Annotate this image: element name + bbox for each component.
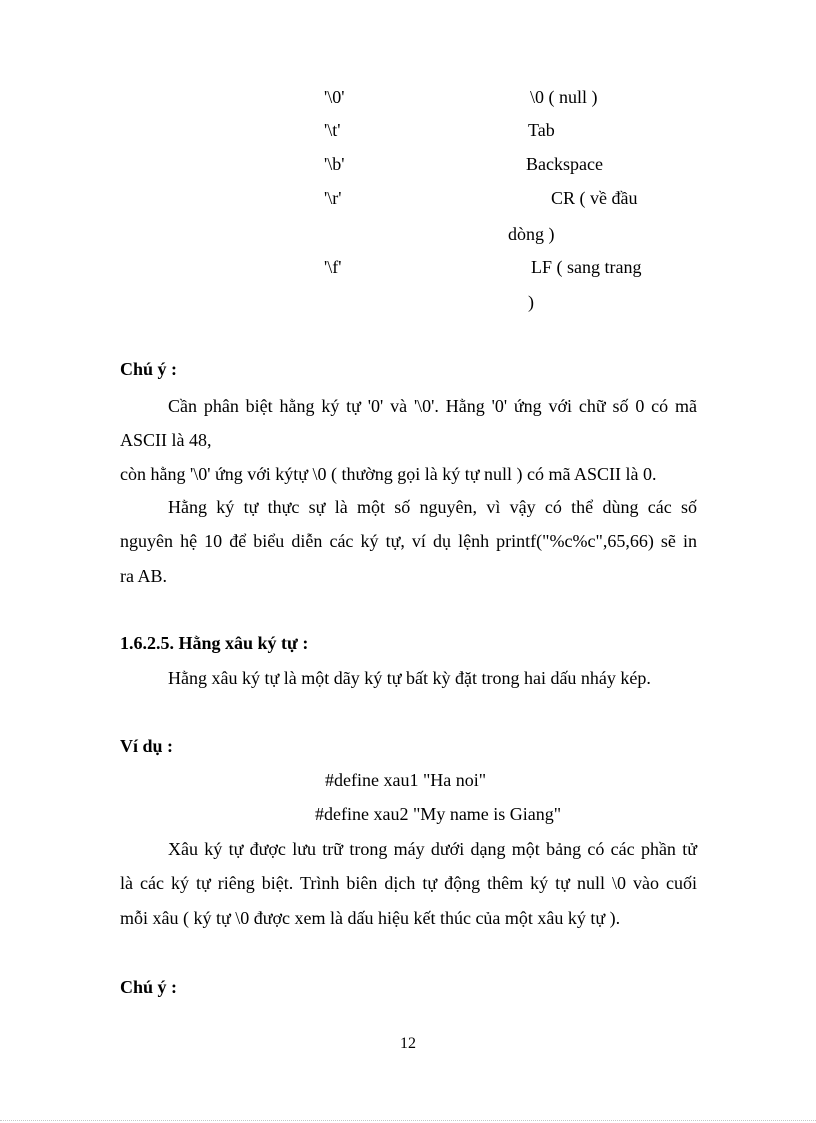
escape-meaning: CR ( về đầu [551,188,638,208]
escape-meaning: Backspace [526,154,603,174]
section-heading: 1.6.2.5. Hằng xâu ký tự : [120,633,309,653]
escape-meaning-cont: dòng ) [508,224,555,244]
paragraph-line: ra AB. [120,566,167,586]
paragraph-line: Cần phân biệt hằng ký tự '0' và '\0'. Hằng '0' ứng với chữ số 0 có mã [168,396,697,416]
escape-meaning-cont: ) [528,292,534,312]
note-heading: Chú ý : [120,977,178,997]
page-number: 12 [400,1035,416,1052]
paragraph-line: Hằng ký tự thực sự là một số nguyên, vì vậy có thể dùng các số [168,497,697,517]
paragraph-line: là các ký tự riêng biệt. Trình biên dịch tự động thêm ký tự null \0 vào cuối [120,873,697,893]
example-heading: Ví dụ : [120,736,174,756]
escape-meaning: \0 ( null ) [530,87,598,107]
escape-code: '\f' [324,257,342,277]
paragraph-line: còn hằng '\0' ứng với kýtự \0 ( thường gọi là ký tự null ) có mã ASCII là 0. [120,464,657,484]
paragraph-line: nguyên hệ 10 để biểu diễn các ký tự, ví dụ lệnh printf("%c%c",65,66) sẽ in [120,531,697,551]
paragraph-line: ASCII là 48, [120,430,212,450]
note-heading: Chú ý : [120,359,178,379]
code-line: #define xau2 "My name is Giang" [315,804,562,824]
paragraph-line: mỗi xâu ( ký tự \0 được xem là dấu hiệu kết thúc của một xâu ký tự ). [120,908,621,928]
escape-code: '\r' [324,188,342,208]
paragraph-line: Hằng xâu ký tự là một dãy ký tự bất kỳ đặt trong hai dấu nháy kép. [168,668,651,688]
escape-code: '\0' [324,87,345,107]
page-bottom-rule [0,1120,816,1121]
escape-code: '\t' [324,120,341,140]
paragraph-line: Xâu ký tự được lưu trữ trong máy dưới dạng một bảng có các phần tử [168,839,697,859]
escape-meaning: Tab [528,120,555,140]
code-line: #define xau1 "Ha noi" [325,770,487,790]
escape-code: '\b' [324,154,345,174]
escape-meaning: LF ( sang trang [531,257,642,277]
